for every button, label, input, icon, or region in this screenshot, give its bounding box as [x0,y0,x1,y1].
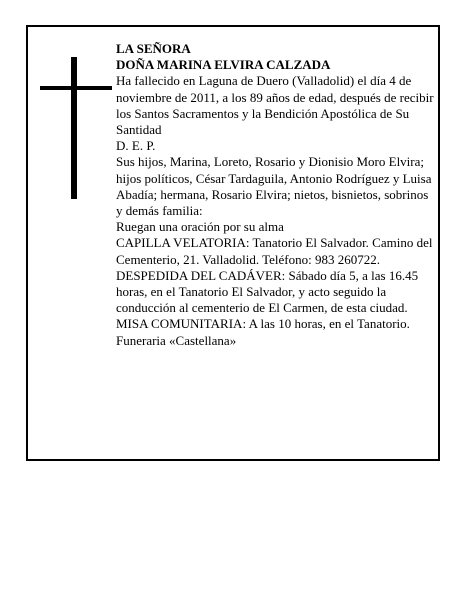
cross-vertical-bar [71,57,77,199]
deceased-name: DOÑA MARINA ELVIRA CALZADA [116,57,331,73]
funeral-home: Funeraria «Castellana» [116,332,237,348]
death-info: Ha fallecido en Laguna de Duero (Valladolid) el día 4 de noviembre de 2011, a los 89 años de edad, después de recibir los Santos Sacramentos y la Bendición Apostólica de Su Santidad [116,73,434,138]
mass-info: MISA COMUNITARIA: A las 10 horas, en el Tanatorio. [116,316,410,332]
family-list: Sus hijos, Marina, Loreto, Rosario y Dionisio Moro Elvira; hijos políticos, César Tardaguila, Antonio Rodríguez y Luisa Abadía; hermana, Rosario Elvira; nietos, bisnietos, sobrinos y demás familia: [116,154,432,219]
notice-body [116,41,436,349]
notice-title: LA SEÑORA [116,41,191,56]
obituary-notice [26,25,440,461]
dep-text: D. E. P. [116,138,156,154]
farewell-info: DESPEDIDA DEL CADÁVER: Sábado día 5, a las 16.45 horas, en el Tanatorio El Salvador, y acto seguido la conducción al cementerio de El Carmen, de esta ciudad. [116,267,419,316]
cross-horizontal-bar [40,86,112,90]
cross-icon [40,57,112,199]
chapel-info: CAPILLA VELATORIA: Tanatorio El Salvador. Camino del Cementerio, 21. Valladolid. Teléfono: 983 260722. [116,235,433,267]
prayer-request: Ruegan una oración por su alma [116,219,284,235]
